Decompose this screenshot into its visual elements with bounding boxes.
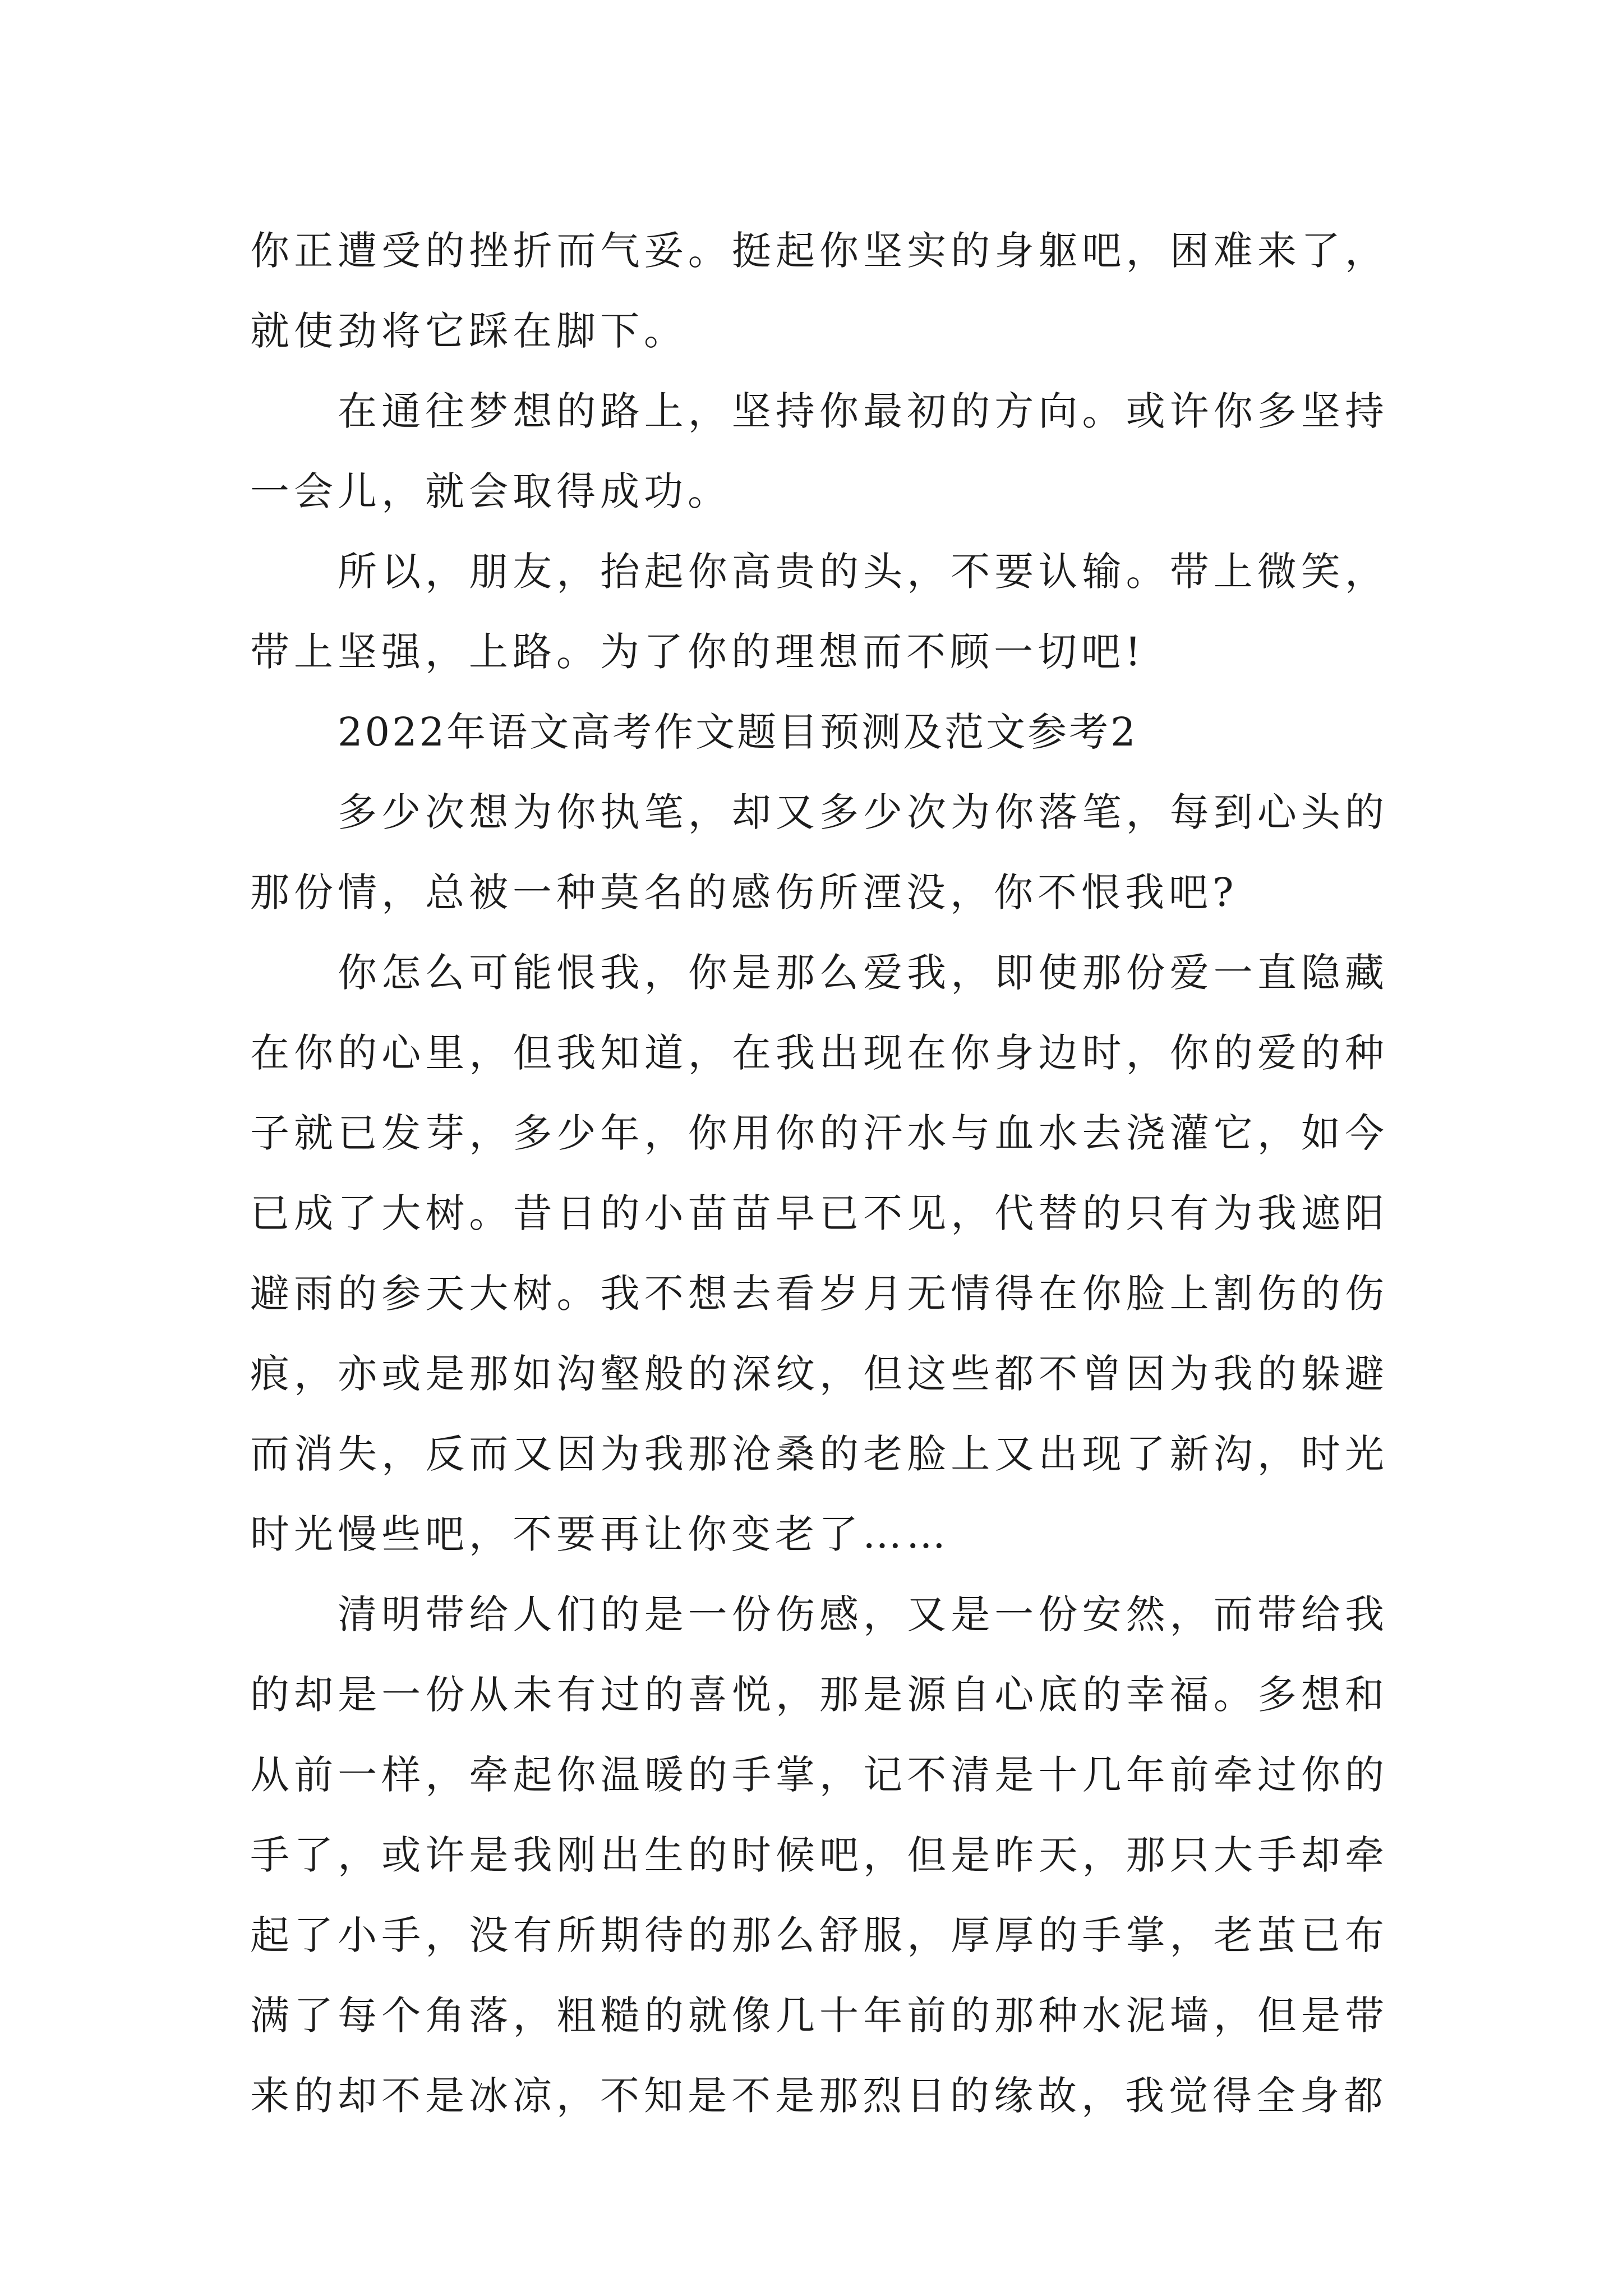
paragraph-1: 你正遭受的挫折而气妥。挺起你坚实的身躯吧，困难来了，就使劲将它踩在脚下。 [250,228,1389,354]
paragraph-2: 在通往梦想的路上，坚持你最初的方向。或许你多坚持一会儿，就会取得成功。 [250,388,1389,514]
section-heading: 2022年语文高考作文题目预测及范文参考2 [338,709,1138,755]
paragraph-3: 所以，朋友，抬起你高贵的头，不要认输。带上微笑，带上坚强，上路。为了你的理想而不顾一切吧! [250,549,1389,675]
document-body [250,211,1389,2136]
paragraph-4: 多少次想为你执笔，却又多少次为你落笔，每到心头的那份情，总被一种莫名的感伤所湮没，你不恨我吧? [250,789,1389,915]
paragraph-5: 你怎么可能恨我，你是那么爱我，即使那份爱一直隐藏在你的心里，但我知道，在我出现在你身边时，你的爱的种子就已发芽，多少年，你用你的汗水与血水去浇灌它，如今已成了大树。昔日的小苗苗早已不见，代替的只有为我遮阳避雨的参天大树。我不想去看岁月无情得在你脸上割伤的伤痕，亦或是那如沟壑般的深纹，但这些都不曾因为我的躲避而消失，反而又因为我那沧桑的老脸上又出现了新沟，时光时光慢些吧，不要再让你变老了…… [250,950,1389,1557]
paragraph-6: 清明带给人们的是一份伤感，又是一份安然，而带给我的却是一份从未有过的喜悦，那是源自心底的幸福。多想和从前一样，牵起你温暖的手掌，记不清是十几年前牵过你的手了，或许是我刚出生的时候吧，但是昨天，那只大手却牵起了小手，没有所期待的那么舒服，厚厚的手掌，老茧已布满了每个角落，粗糙的就像几十年前的那种水泥墙，但是带来的却不是冰凉，不知是不是那烈日的缘故，我觉得全身都 [250,1591,1389,2119]
